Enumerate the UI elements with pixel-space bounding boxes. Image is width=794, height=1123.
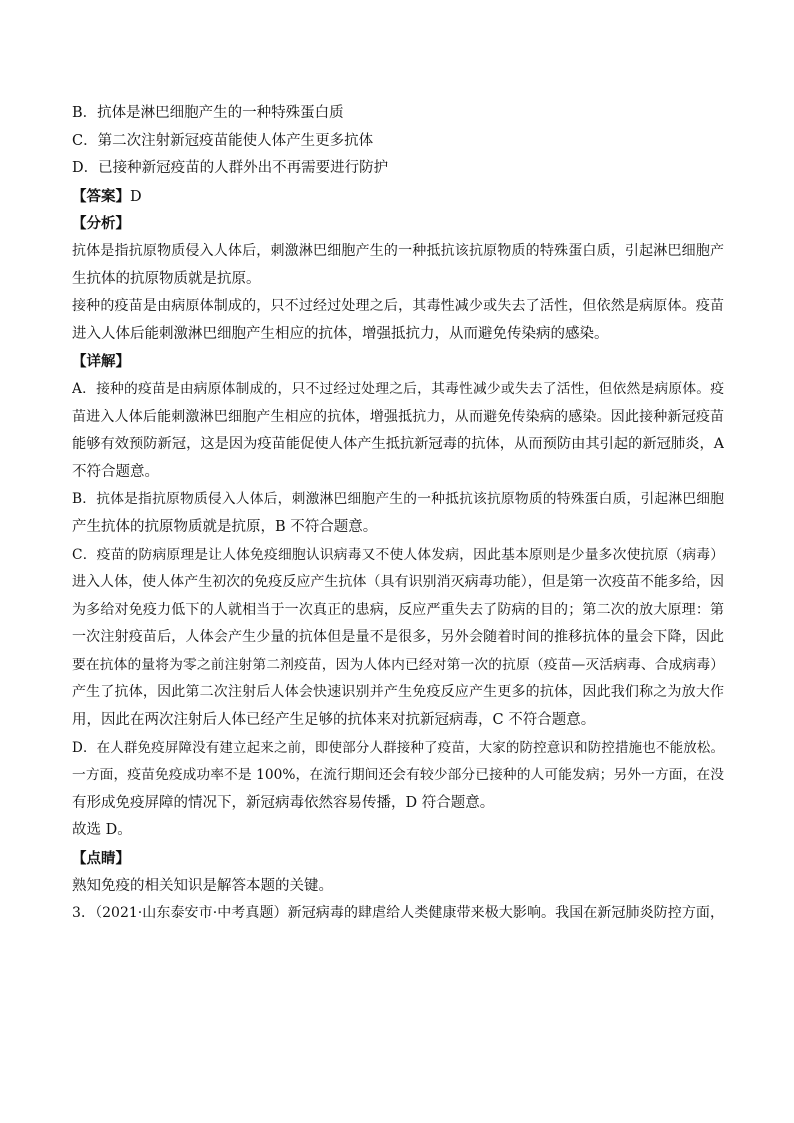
text-line: 产生抗体的抗原物质就是抗原，B 不符合题意。	[72, 518, 378, 535]
text-line: 故选 D。	[72, 822, 132, 839]
document-body	[72, 100, 724, 928]
text-line: 抗体是指抗原物质侵入人体后，刺激淋巴细胞产生的一种抵抗该抗原物质的特殊蛋白质，引起淋巴细胞产	[72, 242, 724, 259]
section-label: 【点睛】	[72, 850, 130, 868]
section-value: D	[130, 188, 142, 205]
text-line: 接种的疫苗是由病原体制成的，只不过经过处理之后，其毒性减少或失去了活性，但依然是病原体。疫苗	[72, 298, 724, 315]
section-heading	[72, 210, 724, 238]
section-heading	[72, 845, 724, 873]
text-line: 有形成免疫屏障的情况下，新冠病毒依然容易传播，D 符合题意。	[72, 794, 495, 811]
answer-option: D．已接种新冠疫苗的人群外出不再需要进行防护	[72, 160, 389, 177]
section-label: 【分析】	[72, 215, 130, 233]
answer-option: C．第二次注射新冠疫苗能使人体产生更多抗体	[72, 132, 374, 149]
text-line: B．抗体是指抗原物质侵入人体后，刺激淋巴细胞产生的一种抵抗该抗原物质的特殊蛋白质，引起淋巴细胞	[72, 491, 724, 508]
answer-line	[72, 183, 724, 211]
text-line: 进入人体，使人体产生初次的免疫反应产生抗体（具有识别消灭病毒功能），但是第一次疫苗不能多给，因	[72, 574, 724, 591]
text-line: 苗进入人体后能刺激淋巴细胞产生相应的抗体，增强抵抗力，从而避免传染病的感染。因此接种新冠疫苗	[72, 408, 724, 425]
section-heading	[72, 348, 724, 376]
section-label: 【详解】	[72, 353, 130, 371]
text-line: 不符合题意。	[72, 463, 159, 480]
text-line: 产生了抗体，因此第二次注射后人体会快速识别并产生免疫反应产生更多的抗体，因此我们称之为放大作	[72, 684, 724, 701]
text-line: A．接种的疫苗是由病原体制成的，只不过经过处理之后，其毒性减少或失去了活性，但依然是病原体。疫	[72, 380, 724, 397]
answer-option: B．抗体是淋巴细胞产生的一种特殊蛋白质	[72, 105, 344, 121]
text-line: 一方面，疫苗免疫成功率不是 100%，在流行期间还会有较少部分已接种的人可能发病；另外一方面，在没	[72, 767, 724, 784]
text-line: 熟知免疫的相关知识是解答本题的关键。	[72, 877, 333, 894]
text-line: 能够有效预防新冠，这是因为疫苗能促使人体产生抵抗新冠毒的抗体，从而预防由其引起的新冠肺炎，A	[72, 436, 724, 453]
text-line: 一次注射疫苗后，人体会产生少量的抗体但是量不是很多，另外会随着时间的推移抗体的量会下降，因此	[72, 629, 724, 646]
section-label: 【答案】	[72, 187, 130, 205]
text-line: D．在人群免疫屏障没有建立起来之前，即使部分人群接种了疫苗，大家的防控意识和防控措施也不能放松。	[72, 739, 724, 756]
text-line: 生抗体的抗原物质就是抗原。	[72, 270, 261, 287]
text-line: 用，因此在两次注射后人体已经产生足够的抗体来对抗新冠病毒，C 不符合题意。	[72, 712, 596, 729]
question-stem: 3．（2021·山东泰安市·中考真题）新冠病毒的肆虐给人类健康带来极大影响。我国在新冠肺炎防控方面，	[72, 905, 724, 922]
text-line: 进入人体后能刺激淋巴细胞产生相应的抗体，增强抵抗力，从而避免传染病的感染。	[72, 325, 609, 342]
text-line: 为多给对免疫力低下的人就相当于一次真正的患病，反应严重失去了防病的目的；第二次的放大原理：第	[72, 601, 724, 618]
text-line: 要在抗体的量将为零之前注射第二剂疫苗，因为人体内已经对第一次的抗原（疫苗—灭活病毒、合成病毒）	[72, 656, 724, 673]
text-line: C．疫苗的防病原理是让人体免疫细胞认识病毒又不使人体发病，因此基本原则是少量多次使抗原（病毒）	[72, 546, 724, 563]
